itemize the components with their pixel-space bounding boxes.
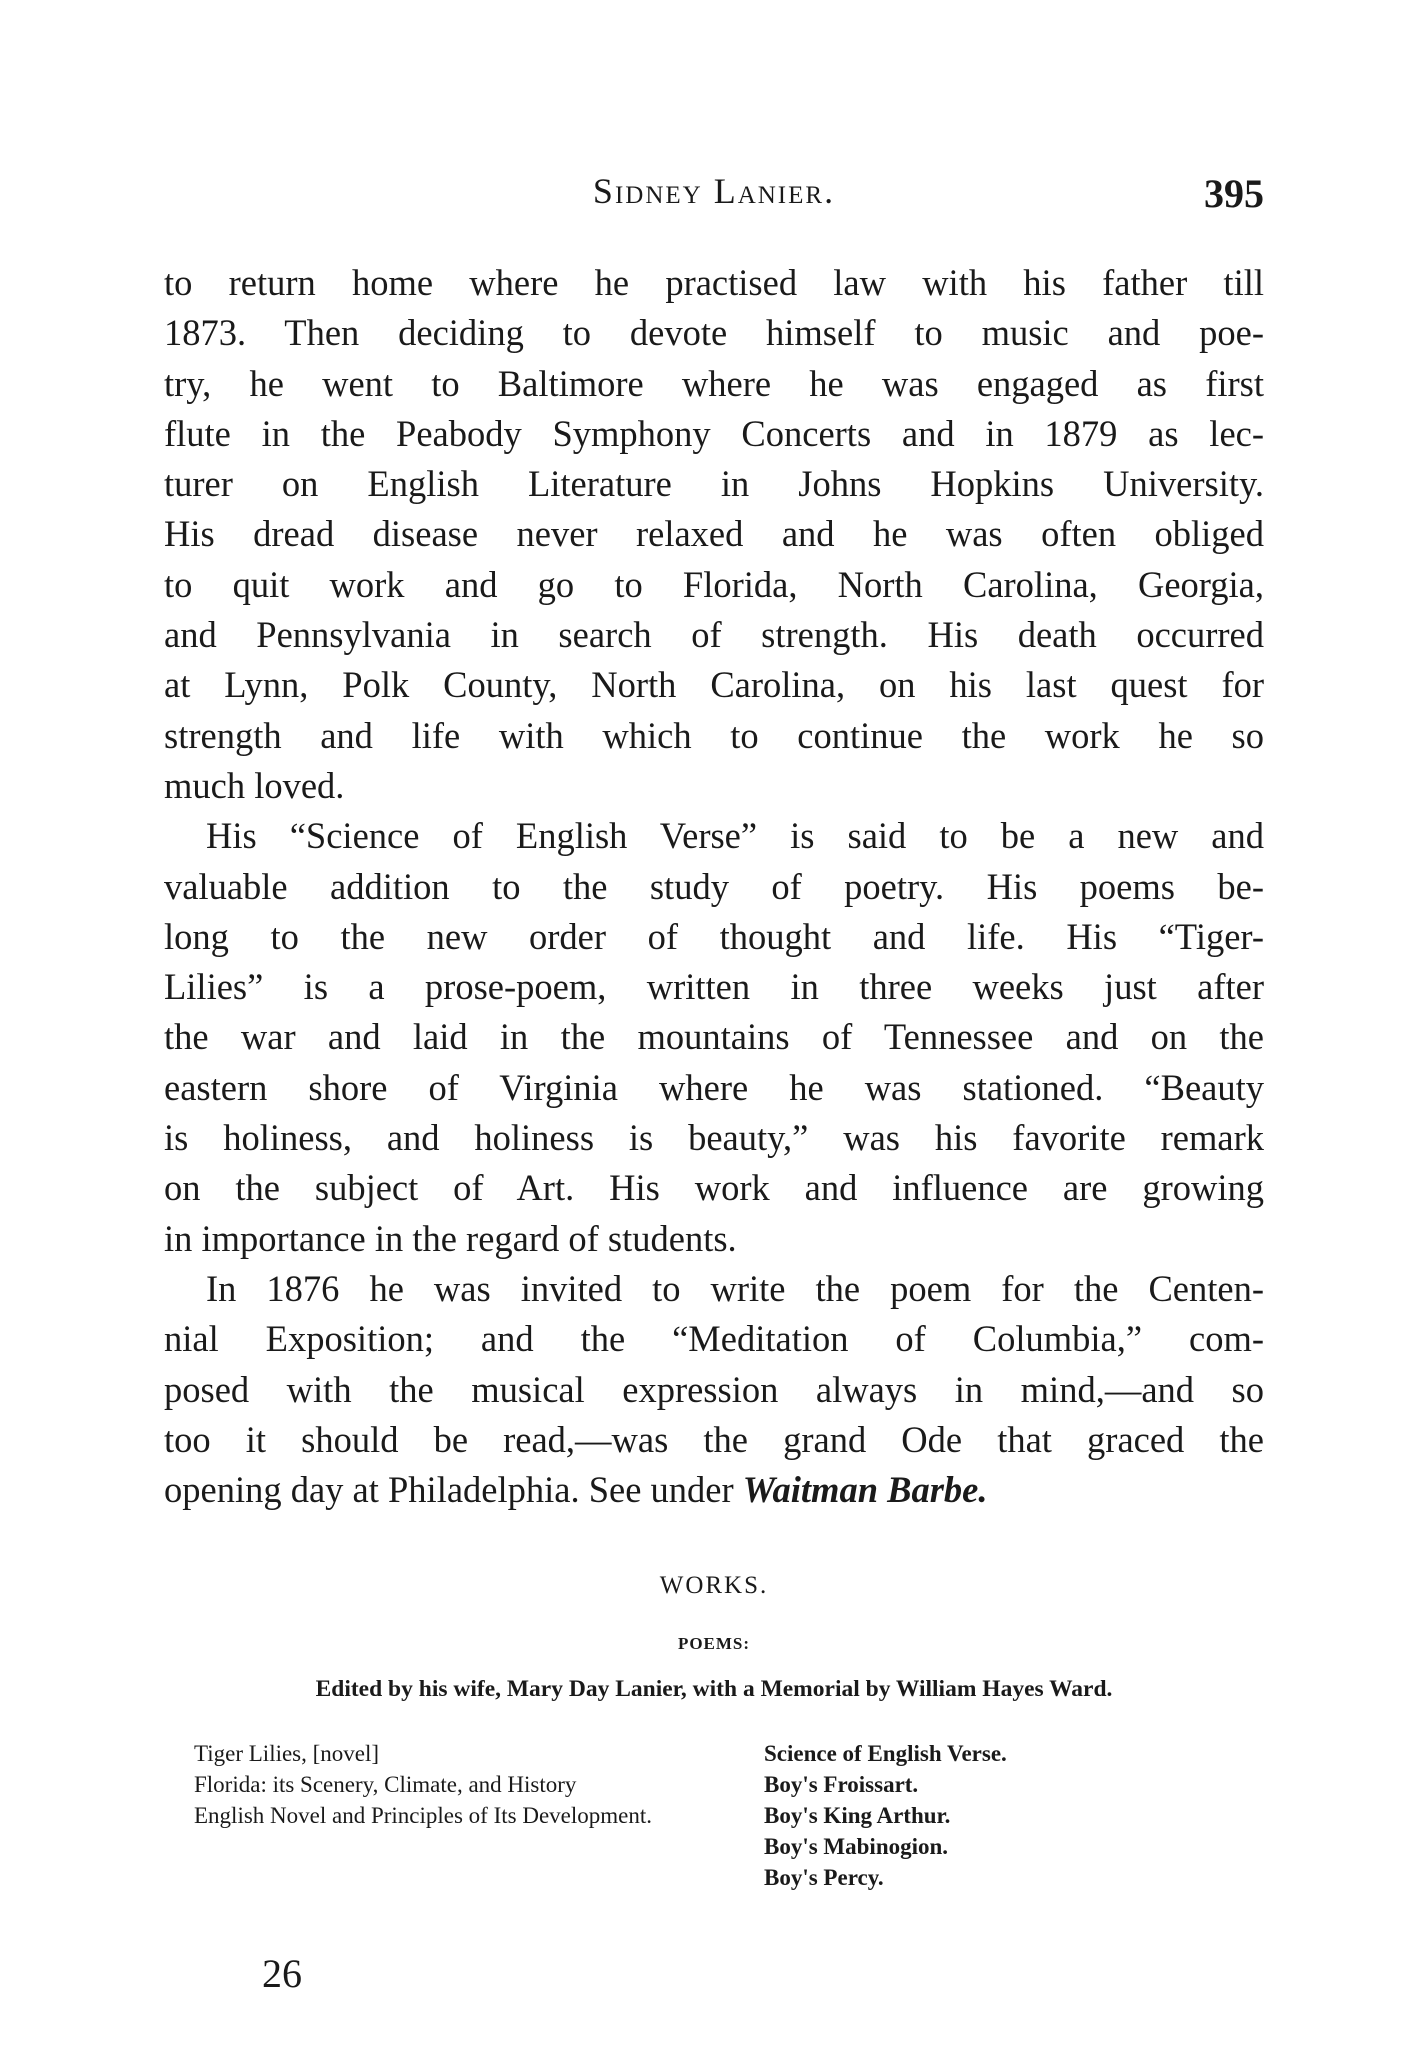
text-line-final xyxy=(164,1465,1264,1515)
signature-mark: 26 xyxy=(262,1951,302,1996)
text-line: long to the new order of thought and life. His “Tiger- xyxy=(164,915,1264,957)
works-list-left xyxy=(164,1738,704,1831)
text-line: 1873. Then deciding to devote himself to music and poe- xyxy=(164,312,1264,354)
text-line: nial Exposition; and the “Meditation of Columbia,” com- xyxy=(164,1318,1264,1360)
text-line: try, he went to Baltimore where he was engaged as first xyxy=(164,362,1264,404)
text-line: Lilies” is a prose-poem, written in three weeks just after xyxy=(164,966,1264,1008)
text-line: and Pennsylvania in search of strength. His death occurred xyxy=(164,614,1264,656)
text-line: In 1876 he was invited to write the poem for the Centen- xyxy=(206,1267,1264,1309)
text-line: flute in the Peabody Symphony Concerts and in 1879 as lec- xyxy=(164,412,1264,454)
cross-reference: Waitman Barbe. xyxy=(742,1469,988,1511)
paragraph-lines xyxy=(164,258,1264,1465)
works-entry: Science of English Verse. xyxy=(764,1741,1007,1766)
page-title: Sidney Lanier. xyxy=(592,171,836,211)
page-number: 395 xyxy=(1204,171,1264,216)
text-line: is holiness, and holiness is beauty,” was his favorite remark xyxy=(164,1117,1264,1159)
text-line: the war and laid in the mountains of Tennessee and on the xyxy=(164,1016,1264,1058)
works-entry: Tiger Lilies, [novel] xyxy=(194,1741,380,1766)
text-line: eastern shore of Virginia where he was stationed. “Beauty xyxy=(164,1066,1264,1108)
text-line: strength and life with which to continue the work he so xyxy=(164,714,1264,756)
works-entry: English Novel and Principles of Its Development. xyxy=(194,1803,653,1828)
body-text xyxy=(164,258,1264,1515)
works-entry: Boy's Froissart. xyxy=(764,1772,919,1797)
text-line: at Lynn, Polk County, North Carolina, on his last quest for xyxy=(164,664,1264,706)
text-line: posed with the musical expression always in mind,—and so xyxy=(164,1368,1264,1410)
text-line: too it should be read,—was the grand Ode that graced the xyxy=(164,1418,1264,1460)
text-line: in importance in the regard of students. xyxy=(164,1217,737,1259)
text-line: His dread disease never relaxed and he was often obliged xyxy=(164,513,1264,555)
works-entry: Boy's Percy. xyxy=(764,1865,884,1890)
text-line: to return home where he practised law with his father till xyxy=(164,262,1264,303)
works-entry: Florida: its Scenery, Climate, and History xyxy=(194,1772,577,1797)
edited-by-note: Edited by his wife, Mary Day Lanier, with a Memorial by William Hayes Ward. xyxy=(315,1676,1113,1702)
running-head xyxy=(164,170,1264,222)
final-line-text: opening day at Philadelphia. See under xyxy=(164,1469,743,1511)
text-line: to quit work and go to Florida, North Carolina, Georgia, xyxy=(164,563,1264,605)
text-line: on the subject of Art. His work and influence are growing xyxy=(164,1167,1264,1209)
works-list-right xyxy=(764,1738,1264,1893)
works-heading: WORKS. xyxy=(659,1572,769,1599)
text-line: much loved. xyxy=(164,764,345,806)
text-line: turer on English Literature in Johns Hopkins University. xyxy=(164,463,1264,505)
poems-subheading: POEMS: xyxy=(677,1634,751,1653)
works-entry: Boy's King Arthur. xyxy=(764,1803,951,1828)
text-line: valuable addition to the study of poetry. His poems be- xyxy=(164,865,1264,907)
works-entry: Boy's Mabinogion. xyxy=(764,1834,949,1859)
text-line: His “Science of English Verse” is said to be a new and xyxy=(206,815,1264,857)
